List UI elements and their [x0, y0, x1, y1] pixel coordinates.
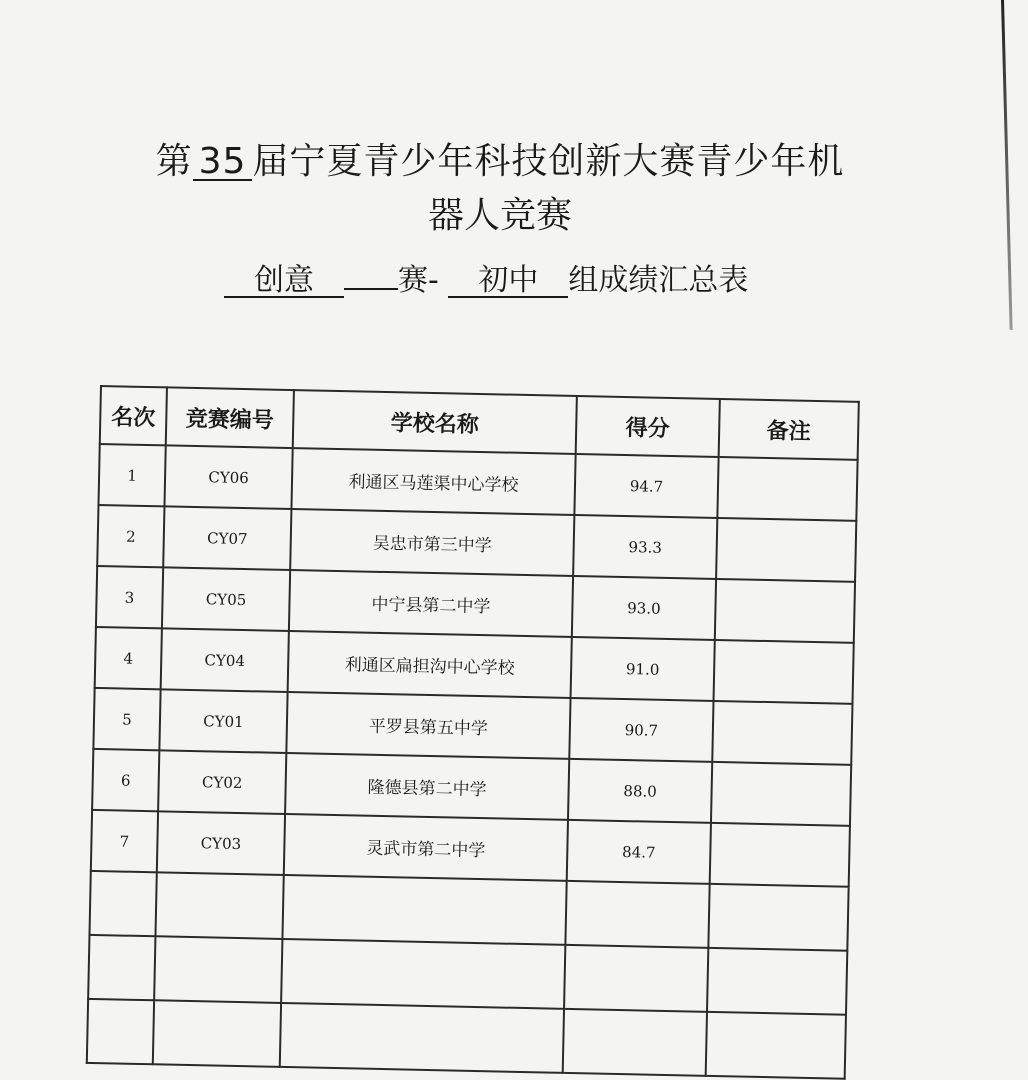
code-cell: CY03 — [157, 811, 285, 875]
empty-cell — [565, 881, 709, 948]
rank-cell: 6 — [92, 749, 159, 811]
category-field: 创意 — [224, 266, 344, 298]
header-rank: 名次 — [100, 386, 167, 445]
rank-cell: 4 — [95, 627, 162, 689]
subtitle — [224, 255, 748, 299]
school-cell: 平罗县第五中学 — [286, 692, 570, 759]
note-cell — [715, 579, 855, 643]
score-cell: 88.0 — [568, 759, 712, 823]
results-table — [86, 385, 860, 1080]
school-cell: 灵武市第二中学 — [284, 814, 568, 881]
header-school: 学校名称 — [293, 390, 577, 454]
code-cell: CY01 — [159, 689, 287, 753]
code-cell: CY06 — [164, 445, 292, 509]
header-score: 得分 — [576, 396, 720, 457]
score-cell: 93.3 — [573, 515, 717, 579]
school-cell: 吴忠市第三中学 — [290, 509, 574, 576]
school-cell: 中宁县第二中学 — [289, 570, 573, 637]
rank-cell: 3 — [96, 566, 163, 628]
empty-cell — [563, 1009, 707, 1076]
note-cell — [714, 640, 854, 704]
results-table-wrapper — [86, 385, 860, 1080]
code-cell: CY07 — [163, 506, 291, 570]
score-cell: 84.7 — [567, 820, 711, 884]
title-prefix: 第 — [155, 141, 193, 182]
empty-cell — [281, 939, 565, 1009]
score-cell: 93.0 — [572, 576, 716, 640]
code-cell: CY02 — [158, 750, 286, 814]
header-code: 竞赛编号 — [166, 387, 294, 448]
empty-cell — [87, 999, 154, 1064]
category-blank — [344, 288, 398, 290]
rank-cell: 2 — [97, 505, 164, 567]
rank-cell: 5 — [93, 688, 160, 750]
code-cell: CY05 — [162, 567, 290, 631]
empty-cell — [280, 1003, 564, 1073]
score-cell: 94.7 — [574, 454, 718, 518]
rank-cell: 7 — [91, 810, 158, 872]
title-line1-text: 届宁夏青少年科技创新大赛青少年机 — [252, 141, 845, 182]
title-line-1 — [0, 138, 1000, 186]
empty-cell — [564, 945, 708, 1012]
title-line-2: 器人竞赛 — [427, 195, 572, 236]
empty-cell — [153, 1000, 281, 1067]
note-cell — [717, 457, 857, 521]
school-cell: 利通区扁担沟中心学校 — [288, 631, 572, 698]
document-title — [0, 138, 1000, 240]
school-cell: 利通区马莲渠中心学校 — [291, 448, 575, 515]
empty-cell — [707, 948, 847, 1015]
empty-cell — [708, 884, 848, 951]
empty-cell — [706, 1012, 846, 1079]
empty-cell — [89, 871, 156, 936]
session-number: 35 — [193, 145, 253, 181]
note-cell — [712, 701, 852, 765]
subtitle-suffix: 组成绩汇总表 — [568, 263, 749, 298]
empty-cell — [154, 936, 282, 1003]
note-cell — [711, 762, 851, 826]
code-cell: CY04 — [161, 628, 289, 692]
group-field: 初中 — [448, 266, 568, 298]
score-cell: 91.0 — [571, 637, 715, 701]
empty-cell — [282, 875, 566, 945]
paper-edge — [1001, 0, 1013, 330]
score-cell: 90.7 — [569, 698, 713, 762]
empty-cell — [155, 872, 283, 939]
school-cell: 隆德县第二中学 — [285, 753, 569, 820]
rank-cell: 1 — [98, 444, 165, 506]
category-suffix: 赛- — [398, 263, 439, 298]
note-cell — [710, 823, 850, 887]
header-note: 备注 — [719, 399, 859, 460]
note-cell — [716, 518, 856, 582]
empty-cell — [88, 935, 155, 1000]
